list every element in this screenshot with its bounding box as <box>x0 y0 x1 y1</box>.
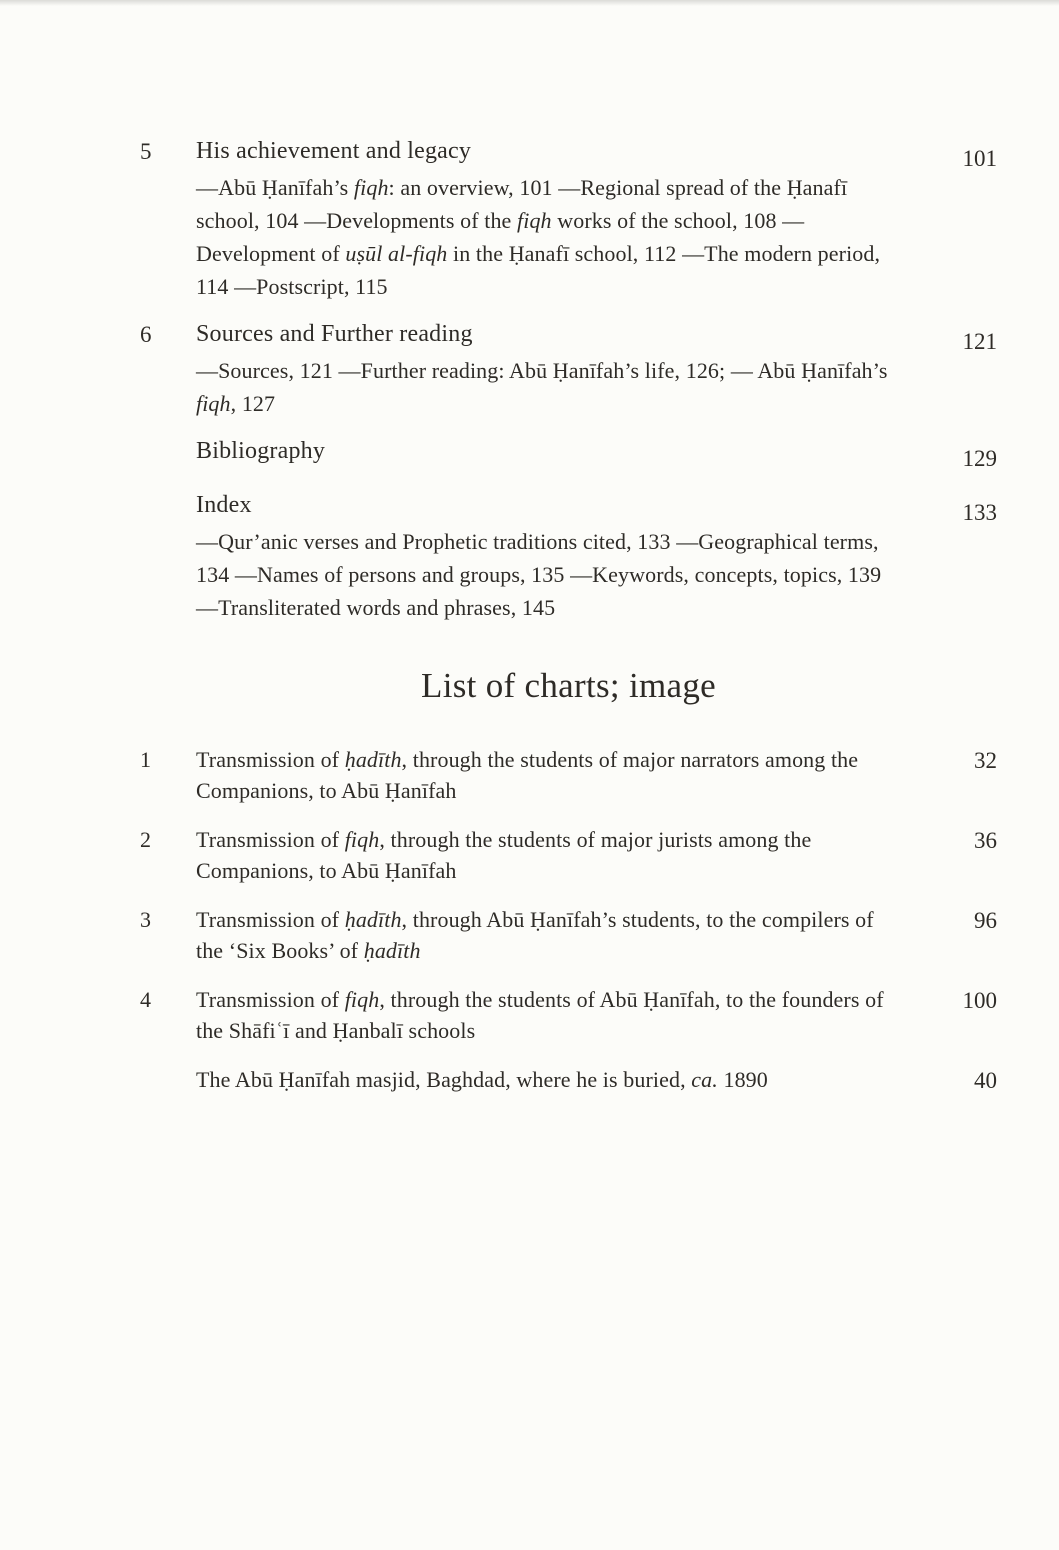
charts-section-heading: List of charts; image <box>421 666 716 705</box>
chart-item-number: 3 <box>140 907 151 932</box>
toc-entry-page-number: 129 <box>962 446 997 471</box>
chart-item-text: Transmission of ḥadīth, through Abū Ḥanīfah’s students, to the compilers of the ‘Six Books’ of ḥadīth <box>196 907 874 963</box>
toc-entry-description: —Abū Ḥanīfah’s fiqh: an overview, 101 —Regional spread of the Ḥanafī school, 104 —Developments of the fiqh works of the school, 108 —Development of uṣūl al-fiqh in the Ḥanafī school, 112 —The modern period, 114 —Postscript, 115 <box>196 175 881 299</box>
chart-item-number: 4 <box>140 987 151 1012</box>
chart-item-page-number: 96 <box>974 908 997 933</box>
toc-entry-page-number: 121 <box>962 329 997 354</box>
chart-item-page-number: 36 <box>974 828 997 853</box>
toc-entry-title: Sources and Further reading <box>196 321 473 347</box>
chart-item-page-number: 100 <box>962 988 997 1013</box>
toc-entry-body <box>196 136 905 303</box>
toc-entry-number: 5 <box>140 139 152 164</box>
toc-entry-title: Bibliography <box>196 438 326 464</box>
chart-item-text: Transmission of ḥadīth, through the students of major narrators among the Companions, to Abū Ḥanīfah <box>196 747 859 803</box>
toc-entry-body <box>196 436 905 467</box>
chart-item-page-number: 40 <box>974 1068 997 1093</box>
chart-item-number: 1 <box>140 747 151 772</box>
image-list-item <box>140 1064 997 1096</box>
chart-item-text: Transmission of fiqh, through the students of major jurists among the Companions, to Abū Ḥanīfah <box>196 827 812 883</box>
toc-entry-number: 6 <box>140 322 152 347</box>
chart-item-text: The Abū Ḥanīfah masjid, Baghdad, where he is buried, ca. 1890 <box>196 1067 768 1092</box>
toc-entry-title: His achievement and legacy <box>196 138 472 164</box>
chart-list-item <box>140 904 997 966</box>
toc-entry <box>140 319 997 420</box>
chart-item-text: Transmission of fiqh, through the students of Abū Ḥanīfah, to the founders of the Shāfiʿī and Ḥanbalī schools <box>196 987 884 1043</box>
chart-item-page-number: 32 <box>974 748 997 773</box>
chart-item-number: 2 <box>140 827 151 852</box>
chart-list-item <box>140 824 997 886</box>
toc-entry <box>140 490 997 624</box>
toc-entry-page-number: 133 <box>962 500 997 525</box>
chart-list-item <box>140 744 997 806</box>
toc-entry-body <box>196 490 905 624</box>
toc-entry-description: —Qur’anic verses and Prophetic traditions cited, 133 —Geographical terms, 134 —Names of persons and groups, 135 —Keywords, concepts, topics, 139 —Transliterated words and phrases, 145 <box>196 529 882 620</box>
toc-entry-body <box>196 319 905 420</box>
toc-entry <box>140 436 997 474</box>
toc-entry-title: Index <box>196 492 252 518</box>
toc-entry <box>140 136 997 303</box>
toc-entry-description: —Sources, 121 —Further reading: Abū Ḥanīfah’s life, 126; — Abū Ḥanīfah’s fiqh, 127 <box>196 358 888 416</box>
scan-edge-shadow <box>0 0 1059 6</box>
page-content <box>140 136 997 1114</box>
toc-entry-page-number: 101 <box>962 146 997 171</box>
chart-list-item <box>140 984 997 1046</box>
